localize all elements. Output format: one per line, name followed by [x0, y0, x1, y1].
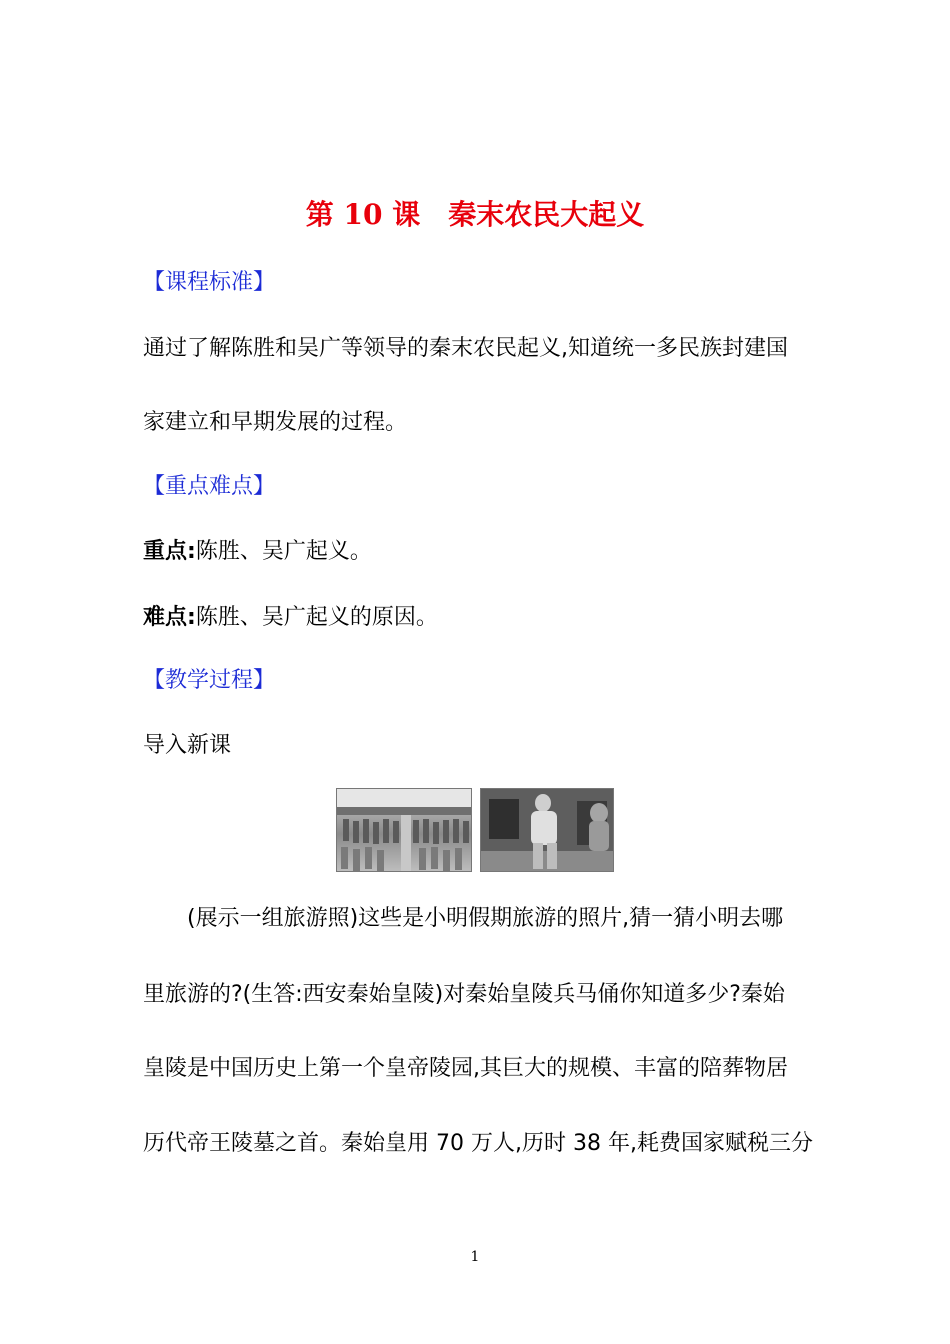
lesson-title — [0, 195, 950, 235]
body-line-3: 皇陵是中国历史上第一个皇帝陵园,其巨大的规模、丰富的陪葬物居 — [143, 1056, 788, 1081]
terracotta-warrior-illustration — [481, 789, 614, 872]
section-head-keypoints: 【重点难点】 — [143, 474, 276, 499]
lesson-number: 第 10 课 — [305, 198, 421, 231]
key-point-label: 重点: — [143, 539, 196, 564]
terracotta-pit-illustration — [337, 789, 472, 872]
section-head-standard: 【课程标准】 — [143, 270, 276, 295]
difficult-point-line — [143, 603, 438, 633]
key-point-line — [143, 537, 372, 567]
difficult-point-label: 难点: — [143, 605, 196, 630]
standard-line-2: 家建立和早期发展的过程。 — [143, 410, 408, 435]
standard-line-1: 通过了解陈胜和吴广等领导的秦末农民起义,知道统一多民族封建国 — [143, 336, 788, 361]
terracotta-pit-photo — [336, 788, 472, 872]
section-head-process: 【教学过程】 — [143, 668, 276, 693]
body-line-2: 里旅游的?(生答:西安秦始皇陵)对秦始皇陵兵马俑你知道多少?秦始 — [143, 982, 785, 1007]
difficult-point-text: 陈胜、吴广起义的原因。 — [195, 605, 438, 630]
page-number: 1 — [470, 1249, 480, 1265]
body-line-4: 历代帝王陵墓之首。秦始皇用 70 万人,历时 38 年,耗费国家赋税三分 — [143, 1131, 813, 1156]
lesson-name: 秦末农民大起义 — [448, 198, 645, 231]
intro-label: 导入新课 — [143, 733, 232, 758]
terracotta-museum-photo — [480, 788, 614, 872]
key-point-text: 陈胜、吴广起义。 — [195, 539, 372, 564]
body-line-1: (展示一组旅游照)这些是小明假期旅游的照片,猜一猜小明去哪 — [187, 906, 784, 931]
